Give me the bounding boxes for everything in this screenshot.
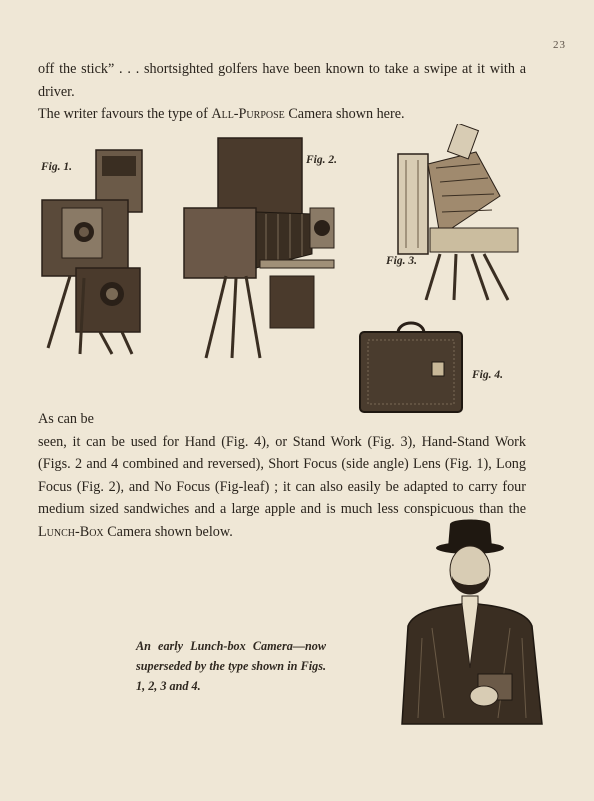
para-start: As can be (38, 411, 94, 427)
line-golfers: off the stick” . . . shortsighted golfers have been known to take a swipe at it with a driver. (38, 61, 526, 100)
lunchbox-caption: An early Lunch-box Camera—now superseded by the type shown in Figs. 1, 2, 3 and 4. (136, 639, 326, 693)
fig4-camera-illustration (356, 318, 466, 416)
fig2-camera-illustration (180, 136, 340, 360)
lunch-box-term: Lunch-Box (38, 523, 104, 540)
fig4-label: Fig. 4. (472, 369, 503, 381)
para-body-after: Camera shown below. (103, 523, 233, 540)
fig3-camera-illustration (396, 124, 524, 302)
fig1-label: Fig. 1. (41, 161, 72, 173)
lunchbox-man-illustration (392, 518, 552, 728)
line-writer-before: The writer favours the type of (38, 106, 212, 122)
all-purpose-term: All-Purpose (211, 106, 285, 122)
fig1-camera-illustration (40, 148, 146, 356)
fig2-label: Fig. 2. (306, 154, 337, 166)
fig3-label: Fig. 3. (386, 255, 417, 267)
intro-paragraph (38, 58, 526, 126)
line-writer-after: Camera shown here. (284, 106, 405, 122)
para-body-before: seen, it can be used for Hand (Fig. 4), or Stand Work (Fig. 3), Hand-Stand Work (Figs. 2 and 4 combined and reversed), Short Focus (side angle) Lens (Fig. 1), Long Focus (Fig. 2), and No Focus (Fig-leaf) ; it can also easily be adapted to carry four medium sized sandwiches and a large apple and is much less conspicuous than the (38, 433, 526, 517)
page-number: 23 (553, 39, 566, 51)
